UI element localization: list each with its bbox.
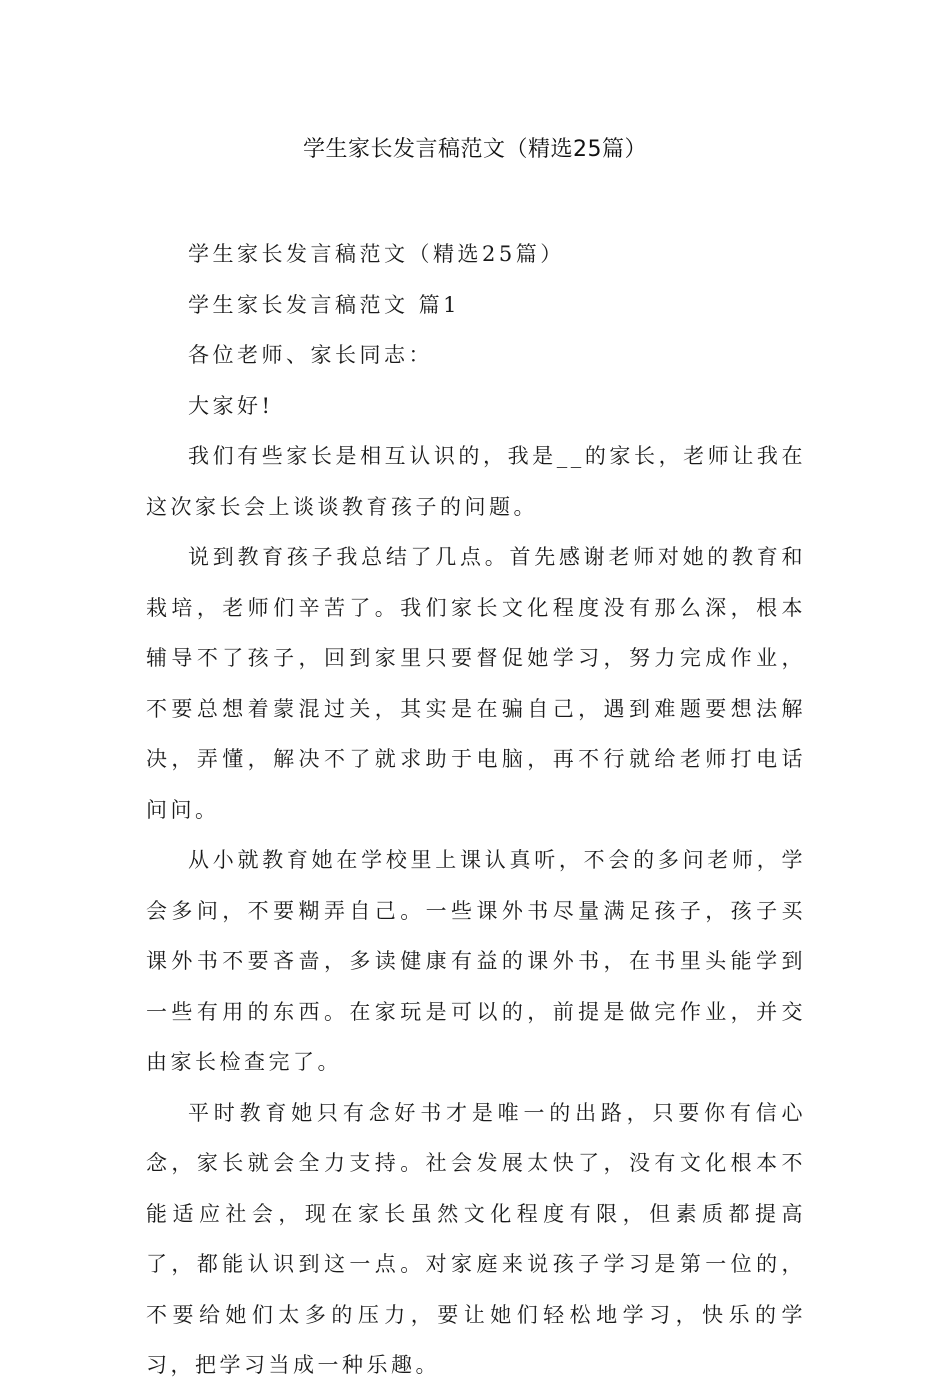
paragraph-salutation: 各位老师、家长同志：	[188, 343, 433, 367]
paragraph-body-2: 从小就教育她在学校里上课认真听，不会的多问老师，学会多问，不要糊弄自己。一些课外书尽量满足孩子，孩子买课外书不要吝啬，多读健康有益的课外书，在书里头能学到一些有用的东西。在家玩是可以的，前提是做完作业，并交由家长检查完了。	[146, 848, 806, 1074]
paragraph-body-3: 平时教育她只有念好书才是唯一的出路，只要你有信心念，家长就会全力支持。社会发展太快了，没有文化根本不能适应社会，现在家长虽然文化程度有限，但素质都提高了，都能认识到这一点。对家庭来说孩子学习是第一位的，不要给她们太多的压力，要让她们轻松地学习，快乐的学习，把学习当成一种乐趣。	[146, 1100, 806, 1377]
document-body	[146, 229, 806, 1391]
paragraph-body-1: 说到教育孩子我总结了几点。首先感谢老师对她的教育和栽培，老师们辛苦了。我们家长文化程度没有那么深，根本辅导不了孩子，回到家里只要督促她学习，努力完成作业，不要总想着蒙混过关，其实是在骗自己，遇到难题要想法解决，弄懂，解决不了就求助于电脑，再不行就给老师打电话问问。	[146, 545, 806, 822]
paragraph-intro: 我们有些家长是相互认识的，我是__的家长，老师让我在这次家长会上谈谈教育孩子的问题。	[146, 444, 806, 519]
paragraph-subtitle: 学生家长发言稿范文（精选25篇）	[188, 242, 565, 266]
paragraph-section-heading: 学生家长发言稿范文 篇1	[188, 292, 461, 317]
document-title: 学生家长发言稿范文（精选25篇）	[303, 137, 647, 162]
paragraph-greeting: 大家好!	[188, 393, 274, 418]
